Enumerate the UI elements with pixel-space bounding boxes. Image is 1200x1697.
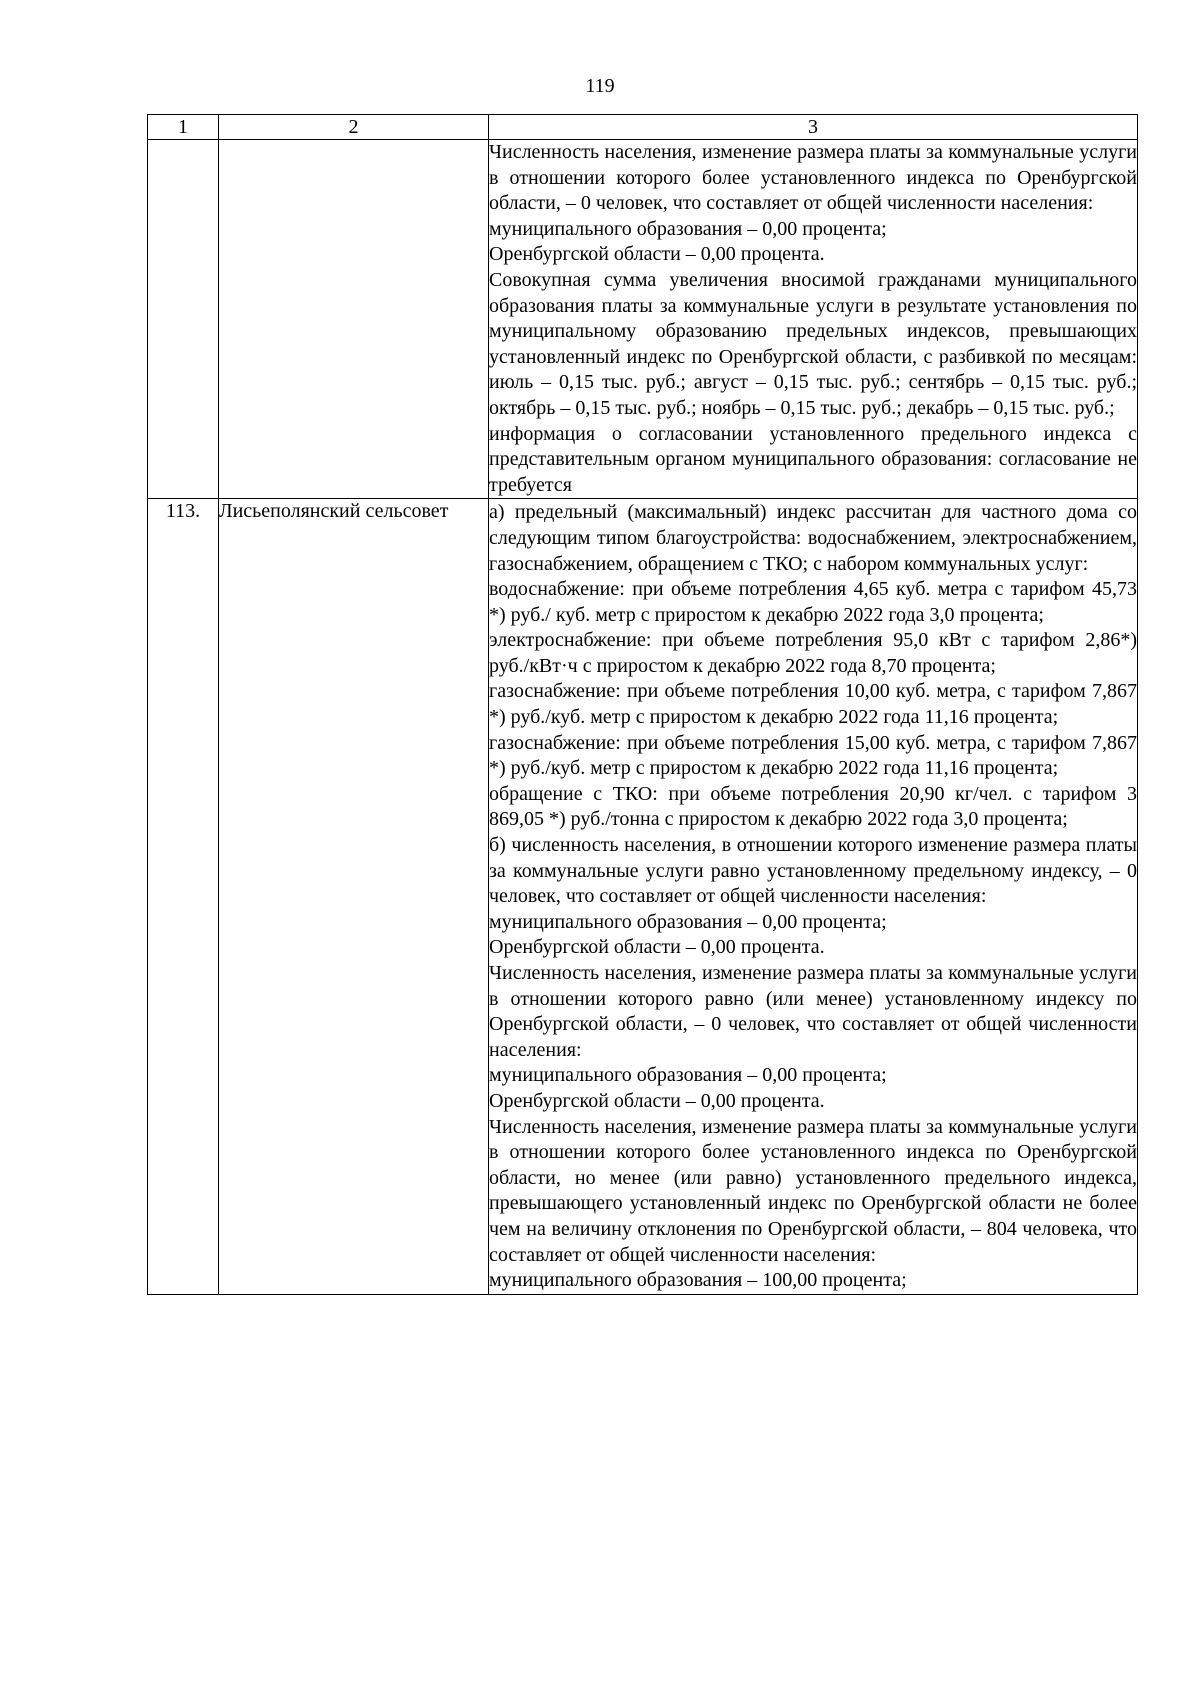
paragraph: муниципального образования – 0,00 процента; bbox=[489, 1064, 887, 1087]
page-number: 119 bbox=[585, 75, 615, 97]
row-number-cell bbox=[148, 140, 219, 499]
paragraph: Численность населения, изменение размера платы за коммунальные услуги в отношении которого более установленного индекса по Оренбургской области, – 0 человек, что составляет от общей численности населения: bbox=[489, 141, 1137, 215]
paragraph: муниципального образования – 0,00 процента; bbox=[489, 910, 887, 933]
paragraph: а) предельный (максимальный) индекс рассчитан для частного дома со следующим типом благоустройства: водоснабжением, электроснабжением, газоснабжением, обращением с ТКО; с набором коммунальных услуг: bbox=[489, 501, 1137, 575]
row-number-cell: 113. bbox=[148, 499, 219, 1294]
paragraph: информация о согласовании установленного предельного индекса с представительным органом муниципального образования: согласование не требуется bbox=[489, 422, 1137, 496]
paragraph: газоснабжение: при объеме потребления 15,00 куб. метра, с тарифом 7,867 *) руб./куб. метр с приростом к декабрю 2022 года 11,16 процента; bbox=[489, 731, 1137, 780]
paragraph: Совокупная сумма увеличения вносимой гражданами муниципального образования платы за коммунальные услуги в результате установления по муниципальному образованию предельных индексов, превышающих установленный индекс по Оренбургской области, с разбивкой по месяцам: июль – 0,15 тыс. руб.; август – 0,15 тыс. руб.; сентябрь – 0,15 тыс. руб.; октябрь – 0,15 тыс. руб.; ноябрь – 0,15 тыс. руб.; декабрь – 0,15 тыс. руб.; bbox=[489, 268, 1137, 419]
table-row bbox=[148, 499, 1138, 1294]
table-row bbox=[148, 140, 1138, 499]
paragraph: электроснабжение: при объеме потребления 95,0 кВт с тарифом 2,86*) руб./кВт·ч с приростом к декабрю 2022 года 8,70 процента; bbox=[489, 629, 1137, 677]
paragraph: б) численность населения, в отношении которого изменение размера платы за коммунальные услуги равно установленному предельному индексу, – 0 человек, что составляет от общей численности населения: bbox=[489, 834, 1137, 908]
document-table bbox=[147, 114, 1138, 1295]
paragraph: Оренбургской области – 0,00 процента. bbox=[489, 936, 825, 959]
paragraph: водоснабжение: при объеме потребления 4,65 куб. метра с тарифом 45,73 *) руб./ куб. метр с приростом к декабрю 2022 года 3,0 процента; bbox=[489, 578, 1137, 626]
paragraph: Численность населения, изменение размера платы за коммунальные услуги в отношении которого более установленного индекса по Оренбургской области, но менее (или равно) установленного предельного индекса, превышающего установленный индекс по Оренбургской области не более чем на величину отклонения по Оренбургской области, – 804 человека, что составляет от общей численности населения: bbox=[489, 1115, 1137, 1266]
row-content-cell bbox=[489, 499, 1138, 1294]
row-name-cell: Лисьеполянский сельсовет bbox=[219, 499, 489, 1294]
header-col-2: 2 bbox=[219, 115, 489, 140]
paragraph: муниципального образования – 100,00 процента; bbox=[489, 1269, 907, 1292]
header-col-3: 3 bbox=[489, 115, 1138, 140]
paragraph: обращение с ТКО: при объеме потребления 20,90 кг/чел. с тарифом 3 869,05 *) руб./тонна с приростом к декабрю 2022 года 3,0 процента; bbox=[489, 782, 1137, 831]
paragraph: газоснабжение: при объеме потребления 10,00 куб. метра, с тарифом 7,867 *) руб./куб. метр с приростом к декабрю 2022 года 11,16 процента; bbox=[489, 680, 1137, 729]
paragraph: муниципального образования – 0,00 процента; bbox=[489, 217, 887, 240]
row-name-cell bbox=[219, 140, 489, 499]
header-col-1: 1 bbox=[148, 115, 219, 140]
paragraph: Оренбургской области – 0,00 процента. bbox=[489, 243, 825, 266]
table-header-row bbox=[148, 115, 1138, 140]
paragraph: Оренбургской области – 0,00 процента. bbox=[489, 1089, 825, 1112]
row-content-cell bbox=[489, 140, 1138, 499]
paragraph: Численность населения, изменение размера платы за коммунальные услуги в отношении которого равно (или менее) установленному индексу по Оренбургской области, – 0 человек, что составляет от общей численности населения: bbox=[489, 962, 1137, 1061]
